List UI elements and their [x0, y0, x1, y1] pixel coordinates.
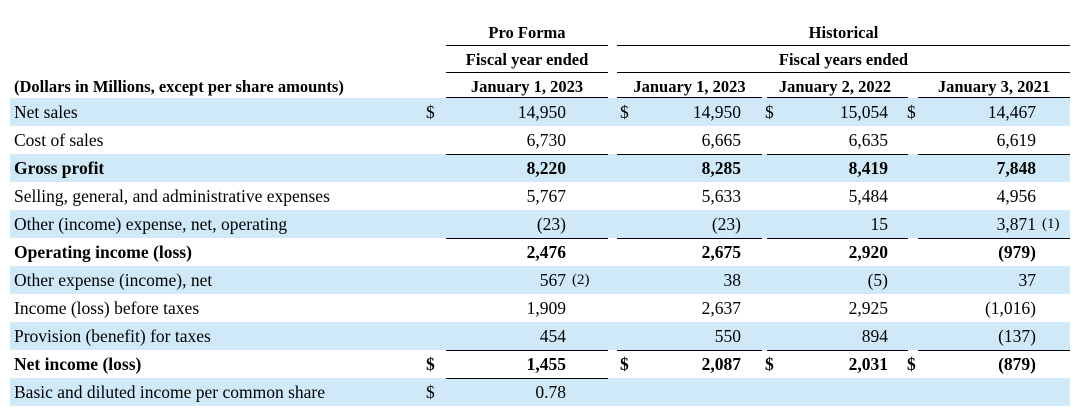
- subtotal-rule: [918, 350, 1070, 351]
- row-label: Net sales: [14, 102, 78, 122]
- value-hist-2022: 2,925: [848, 298, 888, 318]
- row-label: Cost of sales: [14, 130, 104, 150]
- value-hist-2023: 5,633: [701, 186, 741, 206]
- value-hist-2023: 2,637: [701, 298, 741, 318]
- value-hist-2022: 2,920: [848, 242, 888, 262]
- currency-symbol: $: [907, 102, 916, 122]
- value-hist-2023: 6,665: [701, 130, 741, 150]
- row-label: Basic and diluted income per common share: [14, 382, 326, 402]
- value-hist-2023: (23): [711, 214, 741, 234]
- historical-rule: [617, 45, 1070, 46]
- subtotal-rule: [767, 238, 908, 239]
- subtotal-rule: [617, 350, 762, 351]
- value-pro-forma: 567: [539, 270, 566, 290]
- historical-header: Historical: [808, 23, 879, 42]
- row-label: Provision (benefit) for taxes: [14, 326, 211, 346]
- value-hist-2022: 894: [861, 326, 888, 346]
- value-hist-2021: 14,467: [987, 102, 1036, 122]
- value-hist-2022: 6,635: [848, 130, 888, 150]
- row-label: Net income (loss): [14, 354, 142, 374]
- value-hist-2021: 4,956: [996, 186, 1036, 206]
- footnote-marker: (1): [1042, 216, 1060, 232]
- value-hist-2023: 14,950: [692, 102, 741, 122]
- value-hist-2023: 38: [723, 270, 741, 290]
- value-pro-forma: 5,767: [526, 186, 566, 206]
- value-hist-2022: 8,419: [848, 158, 888, 178]
- row-label: Gross profit: [14, 158, 105, 178]
- historical-sub-rule: [617, 72, 1070, 73]
- subtotal-rule: [767, 154, 908, 155]
- table-row: [10, 266, 1070, 294]
- pro-forma-sub-rule: [446, 72, 608, 73]
- value-hist-2023: 550: [714, 326, 741, 346]
- subtotal-rule: [918, 238, 1070, 239]
- value-pro-forma: (23): [536, 214, 566, 234]
- table-row: [10, 154, 1070, 182]
- row-label: Income (loss) before taxes: [14, 298, 200, 318]
- currency-symbol: $: [426, 354, 435, 374]
- value-pro-forma: 14,950: [517, 102, 566, 122]
- currency-symbol: $: [765, 354, 774, 374]
- table-row: [10, 210, 1070, 238]
- pro-forma-total-rule: [446, 378, 608, 379]
- value-hist-2022: 2,031: [848, 354, 888, 374]
- currency-symbol: $: [620, 102, 629, 122]
- value-pro-forma: 8,220: [526, 158, 566, 178]
- table-row: [10, 378, 1070, 406]
- currency-symbol: $: [426, 102, 435, 122]
- value-hist-2021: (1,016): [984, 298, 1036, 318]
- value-pro-forma: 2,476: [526, 242, 566, 262]
- subtotal-rule: [617, 238, 762, 239]
- value-hist-2021: 7,848: [996, 158, 1036, 178]
- subtotal-rule: [918, 154, 1070, 155]
- footnote-marker: (2): [572, 272, 590, 288]
- table-row: [10, 238, 1070, 266]
- value-pro-forma: 0.78: [535, 382, 566, 402]
- table-row: [10, 350, 1070, 378]
- subtotal-rule: [767, 350, 908, 351]
- value-hist-2022: (5): [867, 270, 888, 290]
- row-label: Other expense (income), net: [14, 270, 213, 290]
- historical-subheader: Fiscal years ended: [778, 50, 909, 69]
- value-hist-2023: 8,285: [701, 158, 741, 178]
- row-label: Other (income) expense, net, operating: [14, 214, 288, 234]
- value-hist-2022: 15: [870, 214, 888, 234]
- subtotal-rule: [617, 154, 762, 155]
- row-label: Selling, general, and administrative expenses: [14, 186, 330, 206]
- currency-symbol: $: [620, 354, 629, 374]
- table-row: [10, 182, 1070, 210]
- table-row: [10, 322, 1070, 350]
- row-label-header: (Dollars in Millions, except per share amounts): [14, 77, 344, 96]
- value-hist-2022: 5,484: [848, 186, 888, 206]
- row-label: Operating income (loss): [14, 242, 192, 262]
- value-hist-2023: 2,675: [701, 242, 741, 262]
- value-hist-2021: (879): [998, 354, 1036, 374]
- value-hist-2021: 6,619: [996, 130, 1036, 150]
- table-row: [10, 126, 1070, 154]
- value-hist-2021: 37: [1018, 270, 1036, 290]
- currency-symbol: $: [426, 382, 435, 402]
- column-header-hist-2022: January 2, 2022: [778, 77, 892, 96]
- value-pro-forma: 6,730: [526, 130, 566, 150]
- value-pro-forma: 1,455: [526, 354, 566, 374]
- value-hist-2022: 15,054: [839, 102, 888, 122]
- pro-forma-rule: [446, 45, 608, 46]
- currency-symbol: $: [907, 354, 916, 374]
- value-pro-forma: 1,909: [526, 298, 566, 318]
- subtotal-rule: [446, 154, 608, 155]
- column-header-pro-forma: January 1, 2023: [470, 77, 584, 96]
- subtotal-rule: [446, 238, 608, 239]
- subtotal-rule: [446, 350, 608, 351]
- value-hist-2021: (137): [998, 326, 1036, 346]
- table-row: [10, 98, 1070, 126]
- pro-forma-subheader: Fiscal year ended: [465, 50, 589, 69]
- table-row: [10, 294, 1070, 322]
- value-pro-forma: 454: [539, 326, 566, 346]
- value-hist-2021: (979): [998, 242, 1036, 262]
- value-hist-2021: 3,871: [996, 214, 1036, 234]
- currency-symbol: $: [765, 102, 774, 122]
- column-header-hist-2023: January 1, 2023: [633, 77, 746, 96]
- value-hist-2023: 2,087: [701, 354, 741, 374]
- column-header-hist-2021: January 3, 2021: [937, 77, 1051, 96]
- pro-forma-header: Pro Forma: [488, 23, 566, 42]
